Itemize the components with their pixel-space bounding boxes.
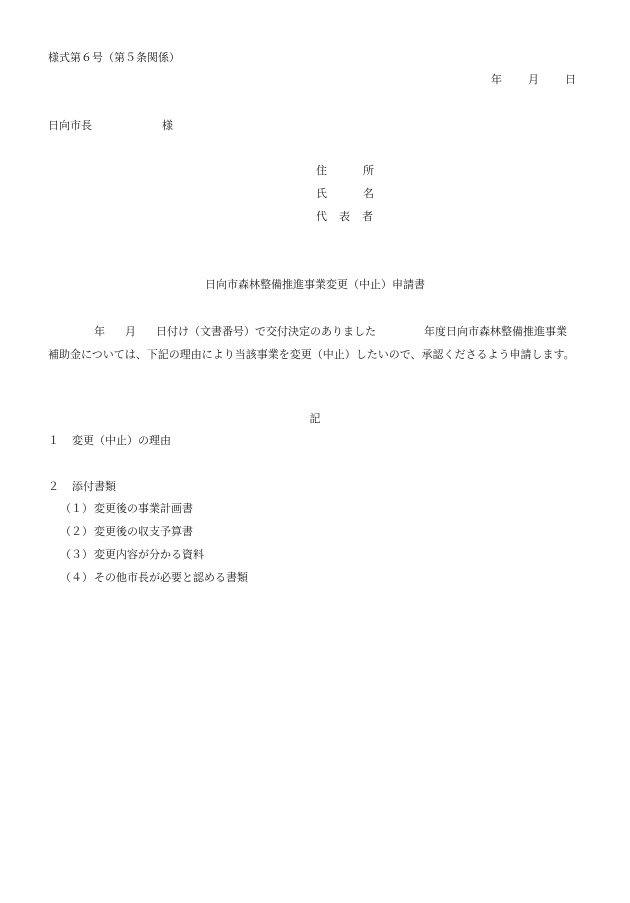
date-line — [491, 74, 576, 85]
section-2-text: 添付書類 — [72, 480, 116, 493]
attachment-item: （１）変更後の事業計画書 — [60, 502, 193, 515]
addressee-honorific: 様 — [162, 119, 173, 132]
attachment-item: （２）変更後の収支予算書 — [60, 525, 193, 538]
attachment-item: （３）変更内容が分かる資料 — [60, 548, 204, 561]
section-1 — [48, 435, 171, 446]
body-month: 月 — [125, 325, 136, 338]
body-dated: 日付け（文書番号）で交付決定のありました — [156, 325, 376, 338]
applicant-name-label: 氏 名 — [316, 187, 374, 200]
document-title: 日向市森林整備推進事業変更（中止）申請書 — [205, 278, 425, 291]
section-2 — [48, 481, 116, 492]
form-number: 様式第６号（第５条関係） — [48, 51, 180, 64]
date-month: 月 — [528, 73, 539, 86]
section-1-number: １ — [48, 434, 59, 447]
date-day: 日 — [565, 73, 576, 86]
addressee-name: 日向市長 — [48, 119, 92, 132]
body-continuation: 事業補助金については、下記の理由により当該事業を変更（中止）したいので、承認くださるよう申請します。 — [48, 325, 575, 361]
ki-heading: 記 — [309, 412, 321, 425]
date-year: 年 — [491, 73, 502, 86]
body-paragraph — [48, 320, 576, 366]
section-1-text: 変更（中止）の理由 — [72, 434, 171, 447]
attachment-item: （４）その他市長が必要と認める書類 — [60, 571, 248, 584]
body-fiscal-year: 年度日向市森林整備推進 — [424, 325, 545, 338]
applicant-representative-label: 代 表 者 — [316, 210, 373, 223]
applicant-address-label: 住 所 — [316, 164, 374, 177]
section-2-number: ２ — [48, 480, 59, 493]
body-year: 年 — [94, 325, 105, 338]
addressee — [48, 120, 173, 131]
